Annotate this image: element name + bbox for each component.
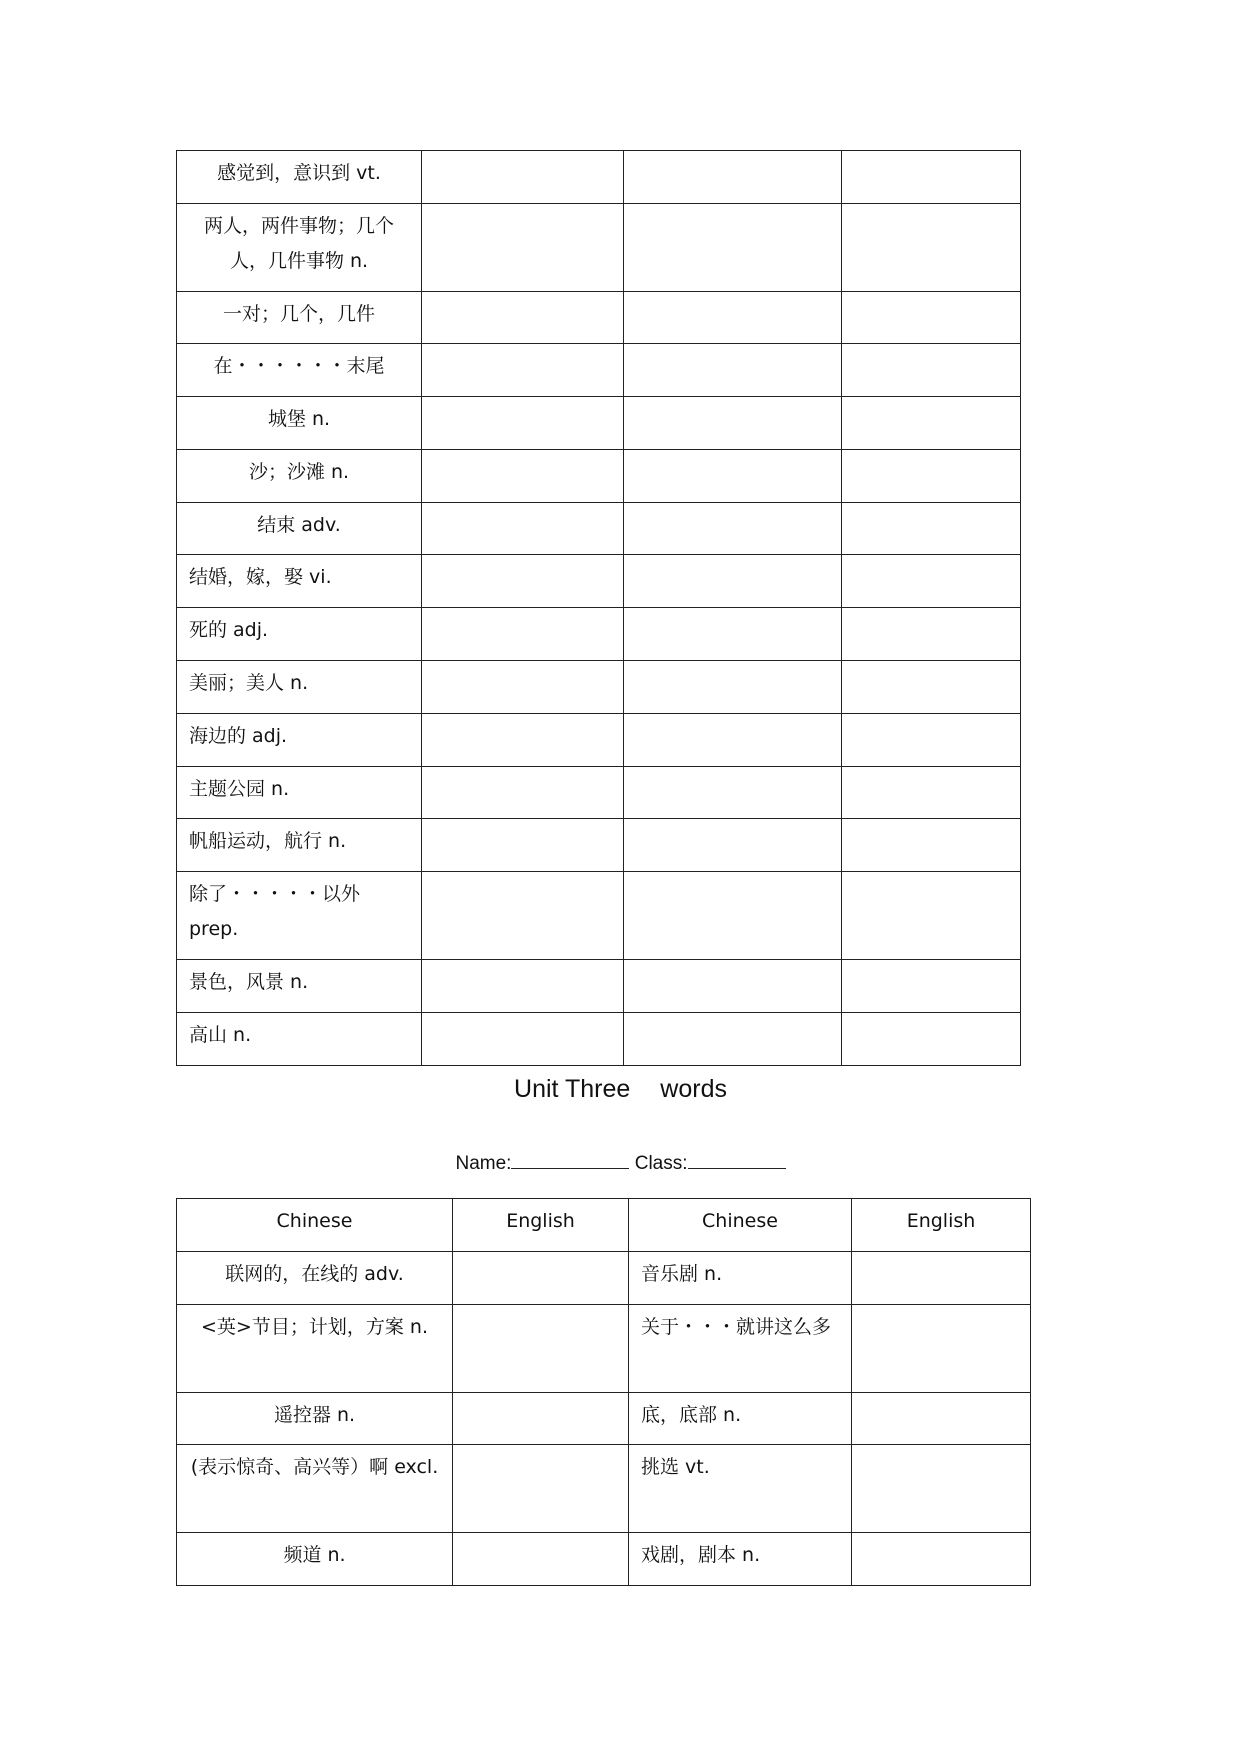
- chinese-cell: 在・・・・・・末尾: [177, 344, 422, 397]
- chinese-cell: 感觉到，意识到 vt.: [177, 151, 422, 204]
- header-chinese-1: Chinese: [177, 1199, 453, 1252]
- chinese-cell: 音乐剧 n.: [629, 1252, 852, 1305]
- chinese-cell: 挑选 vt.: [629, 1445, 852, 1533]
- chinese-cell: 帆船运动，航行 n.: [177, 819, 422, 872]
- class-label: Class:: [634, 1153, 688, 1174]
- table-row: [177, 872, 1021, 960]
- name-label: Name:: [455, 1153, 512, 1174]
- table-row: [177, 767, 1021, 819]
- chinese-cell: 一对；几个，几件: [177, 292, 422, 344]
- answer-cell[interactable]: [842, 714, 1021, 767]
- table-row: [177, 503, 1021, 555]
- chinese-cell: 景色，风景 n.: [177, 960, 422, 1013]
- answer-cell[interactable]: [624, 344, 842, 397]
- answer-cell[interactable]: [453, 1533, 629, 1586]
- answer-cell[interactable]: [422, 960, 624, 1013]
- table-row: [177, 151, 1021, 204]
- answer-cell[interactable]: [842, 872, 1021, 960]
- chinese-cell: 联网的，在线的 adv.: [177, 1252, 453, 1305]
- answer-cell[interactable]: [842, 1013, 1021, 1066]
- table-row: [177, 608, 1021, 661]
- answer-cell[interactable]: [842, 661, 1021, 714]
- chinese-cell: 戏剧，剧本 n.: [629, 1533, 852, 1586]
- answer-cell[interactable]: [624, 555, 842, 608]
- table-row: [177, 555, 1021, 608]
- answer-cell[interactable]: [842, 555, 1021, 608]
- chinese-cell: 主题公园 n.: [177, 767, 422, 819]
- answer-cell[interactable]: [842, 151, 1021, 204]
- table-row: [177, 819, 1021, 872]
- answer-cell[interactable]: [852, 1252, 1031, 1305]
- header-chinese-2: Chinese: [629, 1199, 852, 1252]
- answer-cell[interactable]: [842, 767, 1021, 819]
- answer-cell[interactable]: [422, 344, 624, 397]
- unit-title: [0, 1075, 1241, 1104]
- chinese-cell: <英>节目；计划，方案 n.: [177, 1305, 453, 1393]
- chinese-cell: 结束 adv.: [177, 503, 422, 555]
- answer-cell[interactable]: [624, 450, 842, 503]
- answer-cell[interactable]: [453, 1305, 629, 1393]
- answer-cell[interactable]: [422, 292, 624, 344]
- table-row: [177, 397, 1021, 450]
- answer-cell[interactable]: [624, 397, 842, 450]
- answer-cell[interactable]: [624, 151, 842, 204]
- table-row: [177, 292, 1021, 344]
- chinese-cell: 沙；沙滩 n.: [177, 450, 422, 503]
- table-row: [177, 1445, 1031, 1533]
- chinese-cell: 底，底部 n.: [629, 1393, 852, 1445]
- answer-cell[interactable]: [422, 608, 624, 661]
- answer-cell[interactable]: [842, 292, 1021, 344]
- chinese-cell: 遥控器 n.: [177, 1393, 453, 1445]
- chinese-cell: 城堡 n.: [177, 397, 422, 450]
- answer-cell[interactable]: [624, 503, 842, 555]
- name-blank[interactable]: [511, 1150, 629, 1169]
- chinese-cell: 海边的 adj.: [177, 714, 422, 767]
- vocab-table-unit-three: [176, 1198, 1031, 1586]
- answer-cell[interactable]: [422, 204, 624, 292]
- answer-cell[interactable]: [624, 292, 842, 344]
- chinese-cell: (表示惊奇、高兴等）啊 excl.: [177, 1445, 453, 1533]
- table-row: [177, 1533, 1031, 1586]
- answer-cell[interactable]: [422, 714, 624, 767]
- answer-cell[interactable]: [842, 819, 1021, 872]
- table-row: [177, 661, 1021, 714]
- unit-title-sub: words: [660, 1075, 727, 1103]
- answer-cell[interactable]: [624, 204, 842, 292]
- table-row: [177, 450, 1021, 503]
- answer-cell[interactable]: [624, 819, 842, 872]
- table-row: [177, 1252, 1031, 1305]
- header-english-1: English: [453, 1199, 629, 1252]
- table-row: [177, 1013, 1021, 1066]
- answer-cell[interactable]: [842, 608, 1021, 661]
- answer-cell[interactable]: [422, 767, 624, 819]
- answer-cell[interactable]: [422, 450, 624, 503]
- chinese-cell: 死的 adj.: [177, 608, 422, 661]
- answer-cell[interactable]: [842, 450, 1021, 503]
- answer-cell[interactable]: [842, 397, 1021, 450]
- table-row: [177, 1305, 1031, 1393]
- answer-cell[interactable]: [422, 872, 624, 960]
- table-row: [177, 1393, 1031, 1445]
- answer-cell[interactable]: [453, 1393, 629, 1445]
- table-row: [177, 960, 1021, 1013]
- answer-cell[interactable]: [422, 151, 624, 204]
- answer-cell[interactable]: [422, 661, 624, 714]
- answer-cell[interactable]: [624, 661, 842, 714]
- chinese-cell: 高山 n.: [177, 1013, 422, 1066]
- answer-cell[interactable]: [842, 503, 1021, 555]
- answer-cell[interactable]: [422, 503, 624, 555]
- chinese-cell: 频道 n.: [177, 1533, 453, 1586]
- chinese-cell: 关于・・・就讲这么多: [629, 1305, 852, 1393]
- chinese-cell: 美丽；美人 n.: [177, 661, 422, 714]
- answer-cell[interactable]: [624, 767, 842, 819]
- answer-cell[interactable]: [852, 1305, 1031, 1393]
- name-class-line: [0, 1150, 1241, 1175]
- answer-cell[interactable]: [842, 960, 1021, 1013]
- class-blank[interactable]: [688, 1150, 786, 1169]
- answer-cell[interactable]: [852, 1393, 1031, 1445]
- answer-cell[interactable]: [842, 204, 1021, 292]
- answer-cell[interactable]: [624, 1013, 842, 1066]
- answer-cell[interactable]: [842, 344, 1021, 397]
- table-row: [177, 344, 1021, 397]
- answer-cell[interactable]: [453, 1252, 629, 1305]
- chinese-cell: 结婚，嫁，娶 vi.: [177, 555, 422, 608]
- answer-cell[interactable]: [852, 1533, 1031, 1586]
- answer-cell[interactable]: [453, 1445, 629, 1533]
- answer-cell[interactable]: [422, 397, 624, 450]
- answer-cell[interactable]: [422, 819, 624, 872]
- answer-cell[interactable]: [422, 1013, 624, 1066]
- answer-cell[interactable]: [852, 1445, 1031, 1533]
- table-row: [177, 204, 1021, 292]
- unit-title-main: Unit Three: [514, 1075, 631, 1103]
- answer-cell[interactable]: [624, 608, 842, 661]
- table-row: [177, 714, 1021, 767]
- answer-cell[interactable]: [422, 555, 624, 608]
- vocab-table-upper: [176, 150, 1021, 1066]
- answer-cell[interactable]: [624, 872, 842, 960]
- answer-cell[interactable]: [624, 960, 842, 1013]
- answer-cell[interactable]: [624, 714, 842, 767]
- header-english-2: English: [852, 1199, 1031, 1252]
- chinese-cell: 两人，两件事物；几个人，几件事物 n.: [177, 204, 422, 292]
- chinese-cell: 除了・・・・・以外 prep.: [177, 872, 422, 960]
